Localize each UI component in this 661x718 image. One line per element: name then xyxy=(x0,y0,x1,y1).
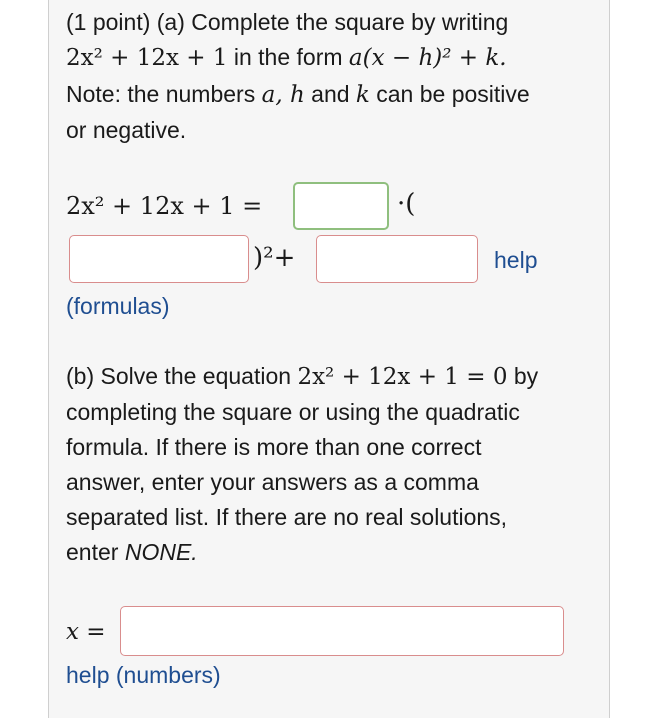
part-a-line-1 xyxy=(66,8,508,36)
equation-lhs: 2x² + 12x + 1 = xyxy=(66,192,263,220)
a-value-input[interactable] xyxy=(293,182,389,230)
in-form-text: in the form xyxy=(233,44,343,70)
x-label xyxy=(66,617,106,646)
x-equals: x = xyxy=(66,619,106,645)
part-b-line-5: separated list. If there are no real solutions, xyxy=(66,504,508,530)
help-link[interactable]: help xyxy=(494,247,538,273)
part-b-by: by xyxy=(513,363,539,389)
x-answer-input[interactable] xyxy=(120,606,564,656)
k-value-input[interactable] xyxy=(316,235,478,283)
part-a-prompt: (1 point) (a) Complete the square by writing xyxy=(66,9,509,35)
note-suffix: can be positive xyxy=(376,81,530,107)
part-b-line-1 xyxy=(66,362,538,391)
part-b-none: NONE. xyxy=(124,539,198,565)
h-value-input[interactable] xyxy=(69,235,249,283)
note-suffix-2: or negative. xyxy=(66,117,187,143)
part-b-line-4: answer, enter your answers as a comma xyxy=(66,469,479,495)
dot-open-paren: ·( xyxy=(397,189,416,219)
formulas-link[interactable]: (formulas) xyxy=(66,293,170,319)
part-a-expression: 2x² + 12x + 1 xyxy=(66,45,228,71)
note-vars: a, h xyxy=(261,82,305,108)
note-k: k xyxy=(355,82,370,108)
target-form: a(x − h)² + k. xyxy=(348,45,507,71)
close-paren-squared-plus: )²+ xyxy=(253,243,296,273)
part-b-enter: enter xyxy=(66,539,119,565)
note-and: and xyxy=(311,81,350,107)
part-b-line-3: formula. If there is more than one correct xyxy=(66,434,482,460)
help-numbers-link[interactable]: help (numbers) xyxy=(66,662,221,688)
part-b-line-2: completing the square or using the quadratic xyxy=(66,399,520,425)
part-b-equation: 2x² + 12x + 1 = 0 xyxy=(297,364,508,390)
part-b-line-6 xyxy=(66,538,198,566)
part-a-line-2 xyxy=(66,43,507,72)
part-a-note-line-2 xyxy=(66,116,186,144)
part-a-note-line xyxy=(66,80,530,109)
note-prefix: Note: the numbers xyxy=(66,81,256,107)
part-b-prompt: (b) Solve the equation xyxy=(66,363,292,389)
